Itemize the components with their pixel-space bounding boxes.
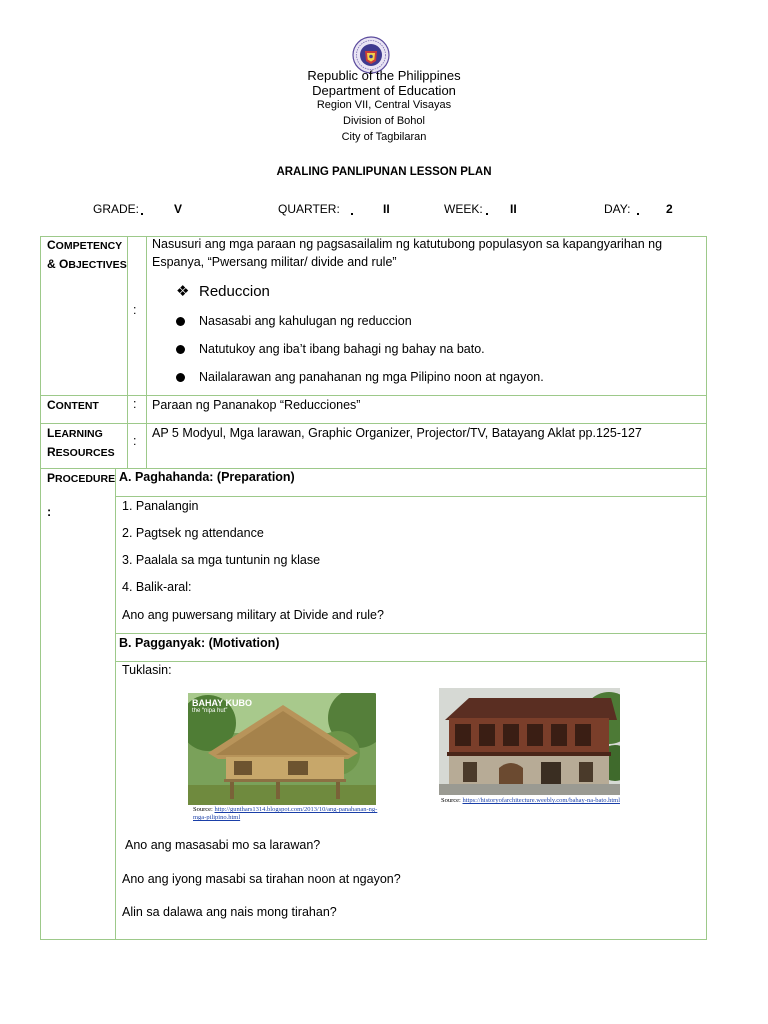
resources-colon: : xyxy=(133,434,137,448)
image1-caption-title: BAHAY KUBO xyxy=(192,698,253,708)
bahay-kubo-image xyxy=(188,693,376,805)
bullet-icon xyxy=(176,373,185,382)
grade-label: GRADE: xyxy=(93,202,140,216)
header-region: Region VII, Central Visayas xyxy=(316,99,452,111)
week-dot xyxy=(486,213,488,215)
quarter-dot xyxy=(351,213,353,215)
content-colon: : xyxy=(133,397,137,411)
objective-item: Nasasabi ang kahulugan ng reduccion xyxy=(199,314,412,328)
day-label: DAY: xyxy=(604,202,631,216)
week-label: WEEK: xyxy=(444,202,483,216)
list-item: 2. Pagtsek ng attendance xyxy=(122,526,264,540)
header-republic: Republic of the Philippines xyxy=(307,68,461,83)
diamond-bullet-icon: ❖ xyxy=(176,283,190,300)
objective-item: Natutukoy ang iba’t ibang bahagi ng bahay na bato. xyxy=(199,342,485,356)
list-item: 1. Panalangin xyxy=(122,499,199,513)
bahay-na-bato-image xyxy=(439,688,620,795)
tuklasin-label: Tuklasin: xyxy=(122,663,172,677)
image2-source: Source: https://historyofarchitecture.weebly.com/bahay-na-bato.html xyxy=(441,797,620,804)
content-text: Paraan ng Pananakop “Reducciones” xyxy=(152,398,361,412)
question-item: Alin sa dalawa ang nais mong tirahan? xyxy=(122,905,337,919)
image1-caption-sub: the “nipa hut” xyxy=(192,708,228,714)
procedure-colon: : xyxy=(47,505,52,519)
quarter-label: QUARTER: xyxy=(278,202,340,216)
competency-text: Nasusuri ang mga paraan ng pagsasailalim ng katutubong populasyon sa kapangyarihan ng Espanya, “Pwersang militar/ divide and rule” xyxy=(152,237,663,269)
question-item: Ano ang iyong masabi sa tirahan noon at ngayon? xyxy=(122,872,401,886)
grade-dot xyxy=(141,213,143,215)
header-department: Department of Education xyxy=(312,83,456,98)
content-label: CONTENT xyxy=(47,398,99,412)
image1-source-link[interactable]: http://gunthars1314.blogspot.com/2013/10/ang-panahanan-ng-mga-pilipino.html xyxy=(193,806,378,821)
competency-colon: : xyxy=(133,303,137,317)
day-dot xyxy=(637,213,639,215)
day-value: 2 xyxy=(666,202,673,216)
grade-value: V xyxy=(174,202,183,216)
review-question: Ano ang puwersang military at Divide and rule? xyxy=(122,608,384,622)
header-city: City of Tagbilaran xyxy=(341,131,427,143)
subtopic-reduccion: Reduccion xyxy=(199,283,270,300)
procedure-label: PROCEDURE xyxy=(47,471,116,485)
quarter-value: II xyxy=(383,202,390,216)
image1-source: Source: http://gunthars1314.blogspot.com/2013/10/ang-panahanan-ng-mga-pilipino.html xyxy=(193,806,378,821)
list-item: 4. Balik-aral: xyxy=(122,580,192,594)
bullet-icon xyxy=(176,345,185,354)
section-a-heading: A. Paghahanda: (Preparation) xyxy=(119,470,295,484)
list-item: 3. Paalala sa mga tuntunin ng klase xyxy=(122,553,321,567)
objective-item: Nailalarawan ang panahanan ng mga Pilipino noon at ngayon. xyxy=(199,370,544,384)
week-value: II xyxy=(510,202,517,216)
section-b-heading: B. Pagganyak: (Motivation) xyxy=(119,636,280,650)
document-title: ARALING PANLIPUNAN LESSON PLAN xyxy=(276,166,492,178)
image2-source-link[interactable]: https://historyofarchitecture.weebly.com/bahay-na-bato.html xyxy=(462,797,620,804)
question-item: Ano ang masasabi mo sa larawan? xyxy=(125,838,321,852)
competency-label: COMPETENCY & OBJECTIVES xyxy=(47,238,127,271)
resources-label: LEARNING RESOURCES xyxy=(47,426,115,459)
resources-text: AP 5 Modyul, Mga larawan, Graphic Organizer, Projector/TV, Batayang Aklat pp.125-127 xyxy=(152,426,642,440)
header-division: Division of Bohol xyxy=(343,115,425,127)
bullet-icon xyxy=(176,317,185,326)
